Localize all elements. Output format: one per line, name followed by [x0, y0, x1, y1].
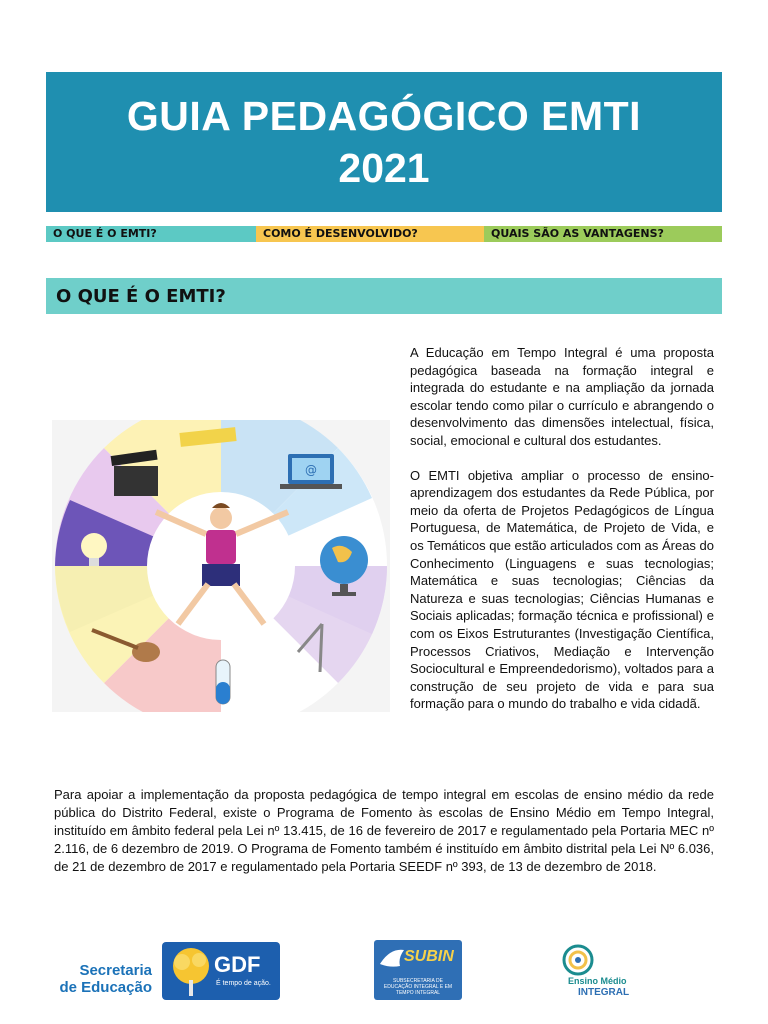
emi-text-line2: INTEGRAL [578, 987, 630, 998]
page-year: 2021 [338, 145, 430, 191]
section-nav [46, 226, 722, 242]
test-tube-icon [216, 660, 230, 704]
ensino-medio-integral-logo [558, 944, 654, 1000]
integral-education-illustration [52, 420, 390, 712]
signal-icon [562, 944, 594, 976]
gdf-tagline: É tempo de ação. [216, 980, 271, 987]
secretaria-logo: Secretaria de Educação [59, 962, 152, 996]
page-title: GUIA PEDAGÓGICO EMTI [126, 93, 642, 139]
nav-what-is-emti[interactable]: O QUE É O EMTI? [46, 226, 256, 242]
title-banner [46, 72, 722, 212]
subin-subtitle: SUBSECRETARIA DE EDUCAÇÃO INTEGRAL E EM TEMPO INTEGRAL [383, 978, 453, 996]
gdf-logo [162, 942, 280, 1000]
bird-icon [378, 946, 406, 976]
objective-paragraph: O EMTI objetiva ampliar o processo de ensino-aprendizagem dos estudantes da Rede Pública, por meio da oferta de Projetos Pedagógicos de Língua Portuguesa, de Matemática, de Projeto de Vida, e os Temáticos que estão articulados com as Áreas do Conhecimento (Linguagens e suas tecnologias; Matemática e suas tecnologias; Ciências da Natureza e suas tecnologias; Ciências Humanas e Sociais aplicadas; formação técnica e profissional) e com os Eixos Estruturantes (Investigação Científica, Processos Criativos, Mediação e Intervenção Sociocultural e Empreendedorismo), voltados para a construção de seu projeto de vida e para sua formação para o mundo do trabalho e vida cidadã. [410, 467, 714, 712]
intro-paragraph: A Educação em Tempo Integral é uma proposta pedagógica baseada na formação integral e integrada do estudante e na ampliação da jornada escolar tendo como pilar o currículo e abrangendo o desenvolvimento das dimensões intelectual, física, social, emocional e cultural dos estudantes. [410, 345, 714, 448]
intro-column [410, 344, 714, 730]
laptop-icon [280, 454, 342, 489]
subin-logo [374, 940, 462, 1000]
gdf-text: GDF [214, 952, 261, 977]
nav-advantages[interactable]: QUAIS SÃO AS VANTAGENS? [484, 226, 722, 242]
clapperboard-icon [111, 450, 158, 496]
section-heading: O QUE É O EMTI? [46, 278, 722, 314]
tree-icon [166, 944, 216, 1000]
subin-text: SUBIN [404, 948, 454, 965]
nav-how-developed[interactable]: COMO É DESENVOLVIDO? [256, 226, 484, 242]
legal-paragraph: Para apoiar a implementação da proposta pedagógica de tempo integral em escolas de ensino médio da rede pública do Distrito Federal, existe o Programa de Fomento às escolas de Ensino Médio em Tempo Integral, instituído em âmbito federal pela Lei nº 13.415, de 16 de fevereiro de 2017 e regulamentado pela Portaria MEC nº 2.116, de 6 dezembro de 2019. O Programa de Fomento também é instituído em âmbito distrital pela Lei Nº 6.036, de 21 de dezembro de 2017 e regulamentado pela Portaria SEEDF nº 393, de 13 de dezembro de 2018. [54, 787, 714, 874]
svg-text:@: @ [305, 463, 317, 477]
emi-text-line1: Ensino Médio [568, 976, 627, 986]
